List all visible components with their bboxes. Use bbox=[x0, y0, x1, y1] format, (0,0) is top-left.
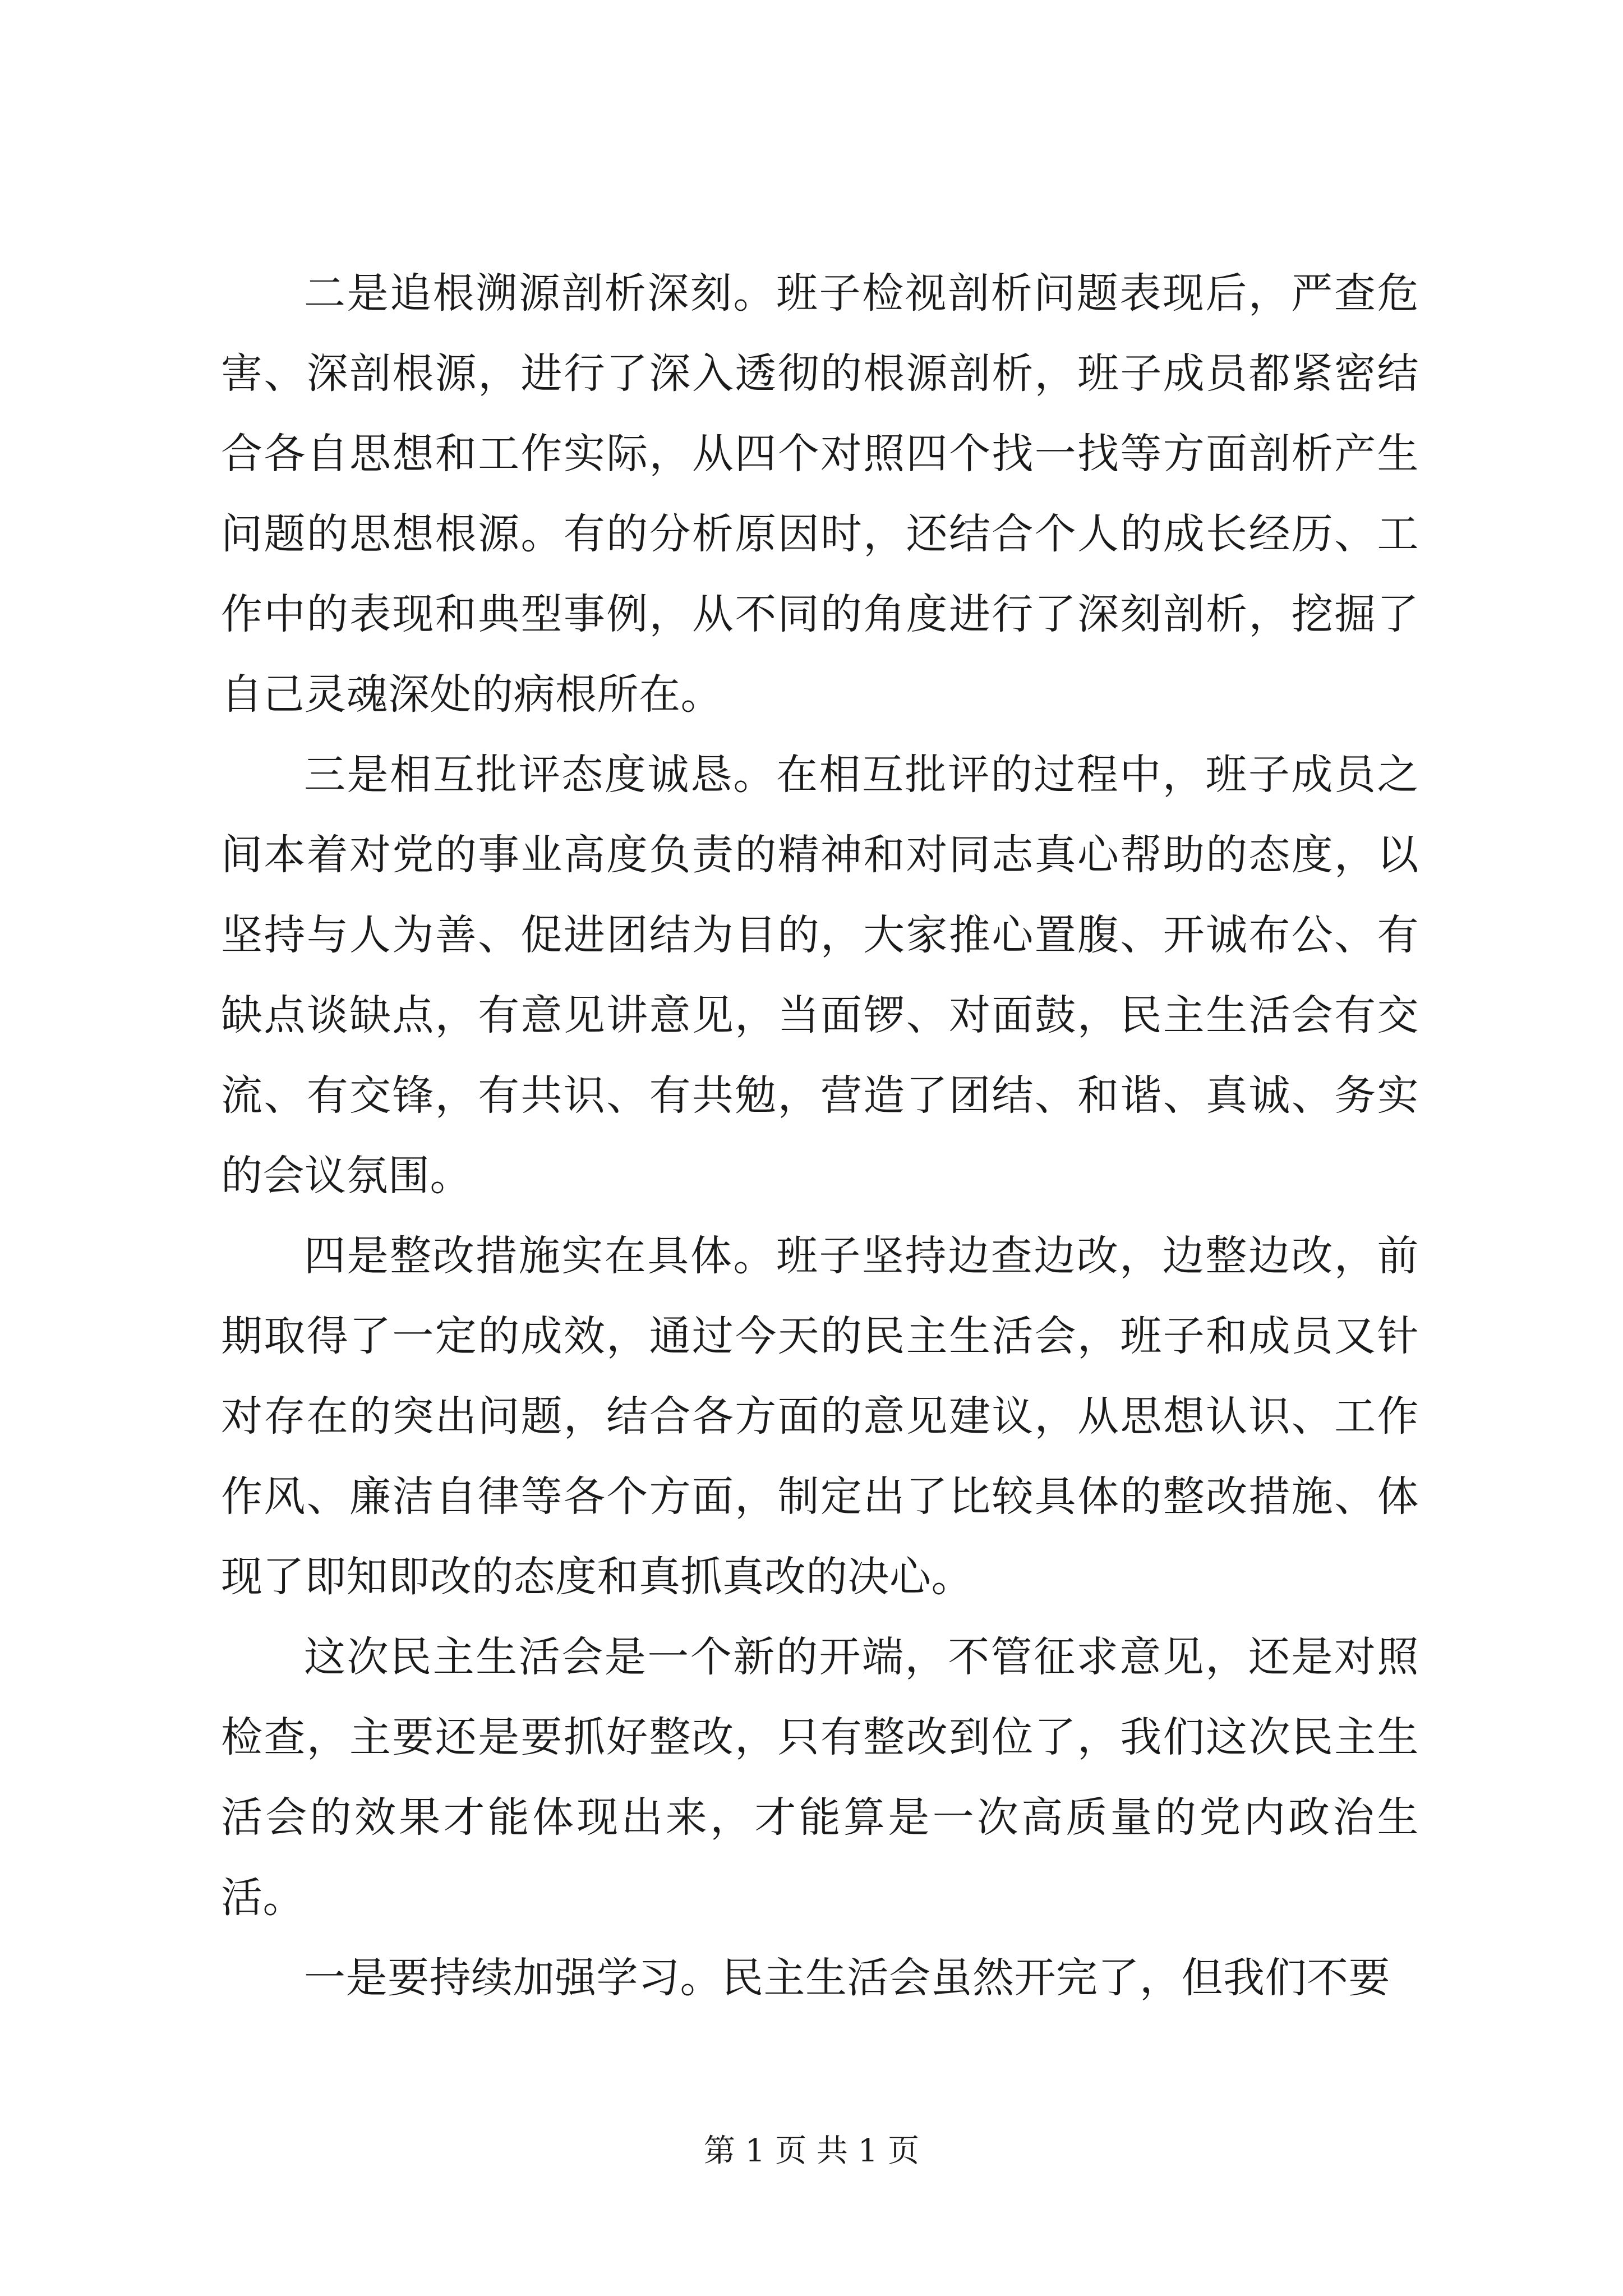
page-footer: 第 1 页 共 1 页 bbox=[703, 2133, 920, 2169]
paragraph-keep-learning: 一是要持续加强学习。民主生活会虽然开完了，但我们不要 bbox=[304, 1954, 1390, 2002]
paragraph-mutual-criticism: 三是相互批评态度诚恳。在相互批评的过程中，班子成员之间本着对党的事业高度负责的精神和对同志真心帮助的态度，以坚持与人为善、促进团结为目的，大家推心置腹、开诚布公、有缺点谈缺点，有意见讲意见，当面锣、对面鼓，民主生活会有交流、有交锋，有共识、有共勉，营造了团结、和谐、真诚、务实的会议氛围。 bbox=[221, 751, 1419, 1200]
paragraph-rectification: 四是整改措施实在具体。班子坚持边查边改，边整边改，前期取得了一定的成效，通过今天的民主生活会，班子和成员又针对存在的突出问题，结合各方面的意见建议，从思想认识、工作作风、廉洁自律等各个方面，制定出了比较具体的整改措施、体现了即知即改的态度和真抓真改的决心。 bbox=[221, 1232, 1419, 1601]
paragraph-root-cause: 二是追根溯源剖析深刻。班子检视剖析问题表现后，严查危害、深剖根源，进行了深入透彻的根源剖析，班子成员都紧密结合各自思想和工作实际，从四个对照四个找一找等方面剖析产生问题的思想根源。有的分析原因时，还结合个人的成长经历、工作中的表现和典型事例，从不同的角度进行了深刻剖析，挖掘了自己灵魂深处的病根所在。 bbox=[221, 269, 1419, 719]
paragraph-new-beginning: 这次民主生活会是一个新的开端，不管征求意见，还是对照检查，主要还是要抓好整改，只有整改到位了，我们这次民主生活会的效果才能体现出来，才能算是一次高质量的党内政治生活。 bbox=[221, 1633, 1419, 1922]
document-body bbox=[221, 254, 1419, 2018]
